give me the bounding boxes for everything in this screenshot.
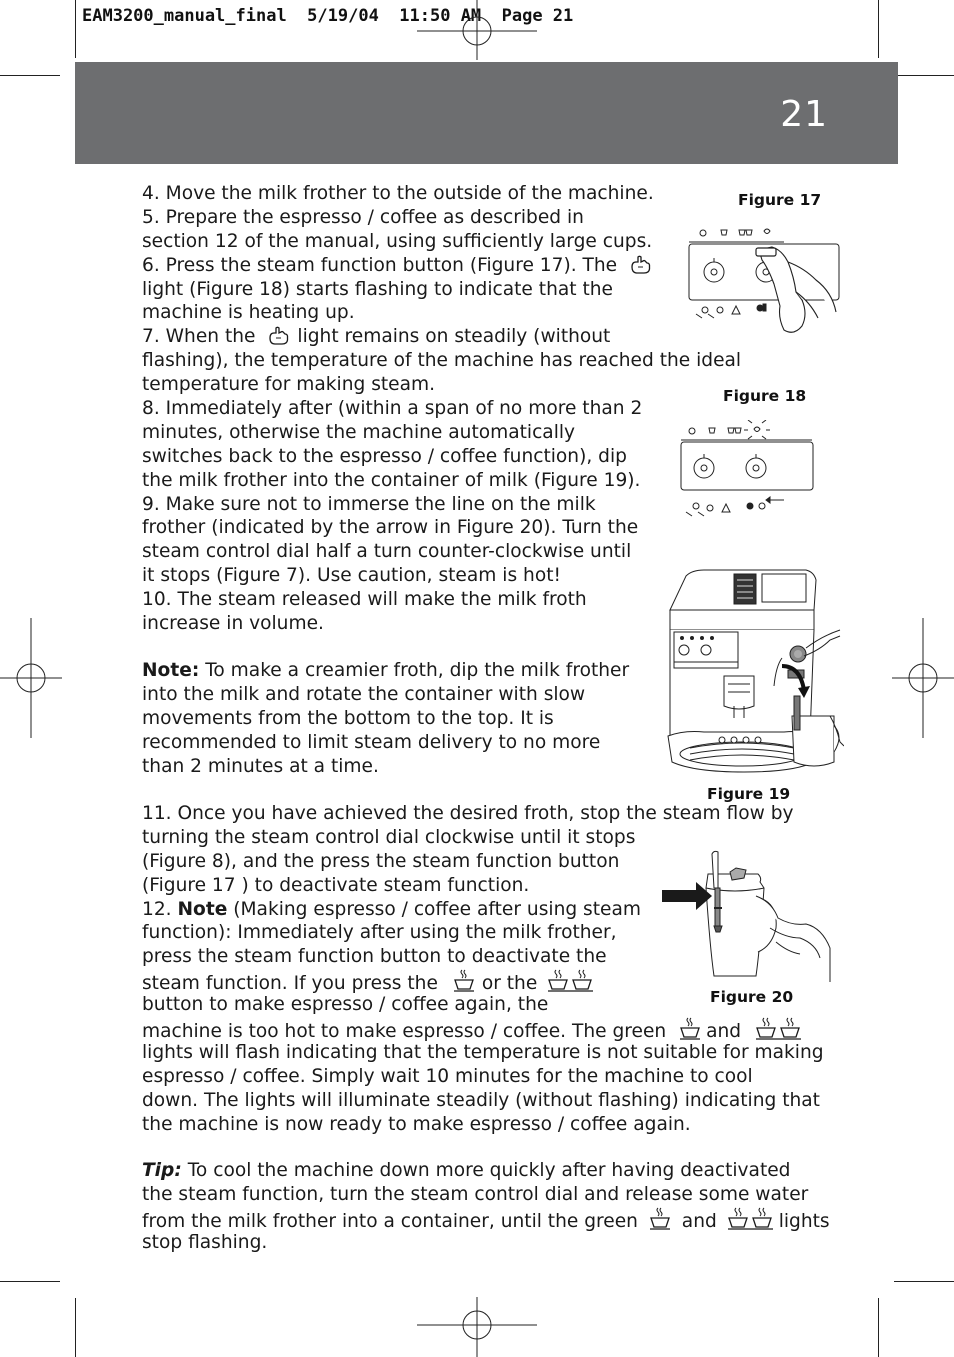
text-line: 5. Prepare the espresso / coffee as described in	[142, 206, 584, 228]
text-line: Tip: To cool the machine down more quickly after having deactivated	[142, 1160, 791, 1181]
text-line: machine is too hot to make espresso / coffee. The green and	[142, 1017, 824, 1041]
steam-hand-icon	[629, 255, 653, 275]
crop-mark	[878, 0, 879, 58]
text-line: Note: To make a creamier froth, dip the milk frother	[142, 660, 630, 681]
double-cup-icon	[755, 1017, 803, 1041]
figure-18-control-panel-illustration	[676, 420, 816, 526]
text-line: it stops (Figure 7). Use caution, steam is hot!	[142, 565, 561, 587]
crop-mark	[894, 75, 954, 76]
figure-20-frother-illustration	[660, 848, 832, 982]
text-line: (Figure 17 ) to deactivate steam function.	[142, 874, 530, 896]
figure-17-caption: Figure 17	[738, 191, 822, 209]
text-line: movements from the bottom to the top. It is	[142, 707, 554, 729]
text-line: flashing), the temperature of the machine has reached the ideal	[142, 350, 742, 372]
crop-mark	[878, 1298, 879, 1357]
text-line: the milk frother into the container of milk (Figure 19).	[142, 469, 641, 491]
registration-mark-right	[892, 618, 954, 738]
text-line: 8. Immediately after (within a span of no more than 2	[142, 398, 643, 420]
text-line: light (Figure 18) starts flashing to indicate that the	[142, 278, 613, 300]
text-line: machine is heating up.	[142, 302, 355, 324]
text-line: 11. Once you have achieved the desired froth, stop the steam flow by	[142, 803, 794, 824]
note-label: Note	[177, 898, 228, 920]
text-line: temperature for making steam.	[142, 374, 436, 396]
text-line: increase in volume.	[142, 613, 324, 635]
text-line: 6. Press the steam function button (Figure 17). The	[142, 254, 741, 278]
text-line: function): Immediately after using the milk frother,	[142, 922, 617, 944]
text-line: 7. When the light remains on steadily (without	[142, 326, 611, 348]
tip-paragraph	[142, 1159, 830, 1255]
instructions-steps-4-10	[142, 182, 741, 636]
double-cup-icon	[547, 969, 595, 993]
text-line: from the milk frother into a container, until the green and lights	[142, 1207, 830, 1231]
single-cup-icon	[678, 1017, 704, 1041]
text-line: into the milk and rotate the container with slow	[142, 683, 586, 705]
double-cup-icon	[727, 1207, 775, 1231]
figure-19-machine-illustration	[664, 566, 844, 782]
note-label: Note:	[142, 660, 200, 681]
text-line: 12. Note (Making espresso / coffee after using steam	[142, 898, 641, 920]
text-line: steam function. If you press the or the	[142, 969, 824, 993]
text-line: 10. The steam released will make the milk froth	[142, 589, 587, 611]
text-line: minutes, otherwise the machine automatically	[142, 421, 576, 443]
text-line: lights will flash indicating that the temperature is not suitable for making	[142, 1041, 824, 1063]
registration-mark-top	[417, 0, 537, 62]
crop-mark	[894, 1281, 954, 1282]
crop-mark	[75, 0, 76, 58]
crop-mark	[75, 1298, 76, 1357]
text-line: the machine is now ready to make espresso / coffee again.	[142, 1113, 691, 1135]
figure-17-control-panel-illustration	[684, 222, 840, 342]
registration-mark-left	[0, 618, 62, 738]
figure-18-caption: Figure 18	[723, 387, 807, 405]
text-line: button to make espresso / coffee again, the	[142, 994, 549, 1016]
text-line: espresso / coffee. Simply wait 10 minutes for the machine to cool	[142, 1065, 753, 1087]
crop-mark	[0, 1281, 60, 1282]
figure-19-caption: Figure 19	[707, 785, 791, 803]
text-line: steam control dial half a turn counter-clockwise until	[142, 541, 632, 563]
text-line: down. The lights will illuminate steadily (without flashing) indicating that	[142, 1089, 820, 1111]
text-line: switches back to the espresso / coffee function), dip	[142, 445, 627, 467]
text-line: 9. Make sure not to immerse the line on the milk	[142, 493, 596, 515]
figure-20-caption: Figure 20	[710, 988, 794, 1006]
text-line: 4. Move the milk frother to the outside of the machine.	[142, 183, 654, 204]
tip-label: Tip:	[142, 1160, 182, 1181]
registration-mark-bottom	[417, 1297, 537, 1357]
text-line: turning the steam control dial clockwise until it stops	[142, 826, 636, 848]
text-line: (Figure 8), and the press the steam function button	[142, 850, 620, 872]
steam-hand-icon	[267, 326, 291, 346]
text-line: recommended to limit steam delivery to no more	[142, 731, 601, 753]
note-paragraph	[142, 659, 629, 778]
crop-mark	[0, 75, 60, 76]
print-slug: EAM3200_manual_final 5/19/04 11:50 AM Page 21	[82, 6, 574, 26]
single-cup-icon	[648, 1207, 674, 1231]
text-line: than 2 minutes at a time.	[142, 755, 379, 777]
text-line: the steam function, turn the steam control dial and release some water	[142, 1183, 809, 1205]
single-cup-icon	[452, 969, 478, 993]
text-line: press the steam function button to deactivate the	[142, 946, 607, 968]
text-line: section 12 of the manual, using sufficiently large cups.	[142, 230, 653, 252]
page-number: 21	[780, 94, 828, 135]
text-line: frother (indicated by the arrow in Figure 20). Turn the	[142, 517, 639, 539]
text-line: stop flashing.	[142, 1231, 268, 1253]
header-bar	[75, 62, 898, 164]
